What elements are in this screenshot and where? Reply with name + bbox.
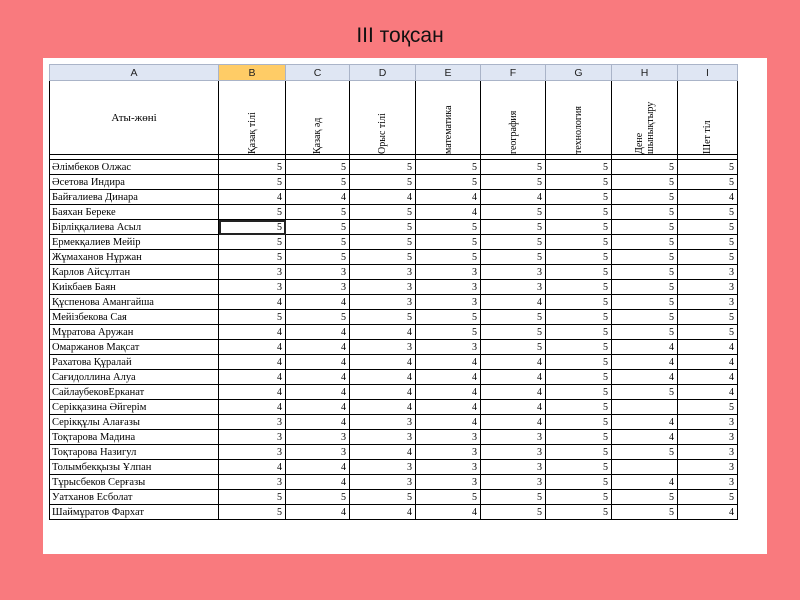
grade-cell[interactable]: 3 [350, 430, 416, 445]
grade-cell[interactable]: 5 [481, 160, 546, 175]
grade-cell[interactable]: 5 [481, 310, 546, 325]
page-title: III тоқсан [356, 24, 444, 47]
grade-cell[interactable]: 3 [286, 430, 350, 445]
grade-cell[interactable]: 3 [286, 280, 350, 295]
table-row [50, 265, 738, 280]
student-name-cell[interactable]: Тұрысбеков Серғазы [50, 475, 219, 490]
grade-cell[interactable]: 5 [416, 250, 481, 265]
grade-cell[interactable]: 4 [219, 325, 286, 340]
grade-cell[interactable]: 5 [546, 175, 612, 190]
student-name-cell[interactable]: Толымбекқызы Ұлпан [50, 460, 219, 475]
grade-cell[interactable]: 3 [350, 280, 416, 295]
grade-cell[interactable]: 4 [286, 295, 350, 310]
grade-cell[interactable]: 5 [416, 310, 481, 325]
grade-cell[interactable]: 4 [416, 190, 481, 205]
grade-cell[interactable]: 5 [350, 205, 416, 220]
table-row [50, 400, 738, 415]
student-name-cell[interactable]: Мұратова Аружан [50, 325, 219, 340]
grade-cell[interactable]: 5 [546, 310, 612, 325]
grade-cell[interactable]: 5 [350, 160, 416, 175]
grade-cell[interactable]: 3 [350, 460, 416, 475]
student-name-cell[interactable]: Шаймұратов Фархат [50, 505, 219, 520]
student-name-cell[interactable]: Карлов Айсұлтан [50, 265, 219, 280]
grade-cell[interactable]: 5 [546, 220, 612, 235]
grade-cell[interactable]: 5 [286, 160, 350, 175]
grade-cell[interactable]: 3 [481, 430, 546, 445]
grade-cell[interactable]: 4 [612, 370, 678, 385]
grade-cell[interactable]: 5 [612, 235, 678, 250]
grade-cell[interactable]: 3 [286, 265, 350, 280]
grade-cell[interactable]: 5 [286, 310, 350, 325]
grade-cell[interactable]: 5 [219, 205, 286, 220]
grade-cell[interactable]: 5 [416, 235, 481, 250]
grade-cell[interactable]: 4 [350, 445, 416, 460]
grade-cell[interactable]: 5 [219, 490, 286, 505]
grade-cell[interactable]: 3 [219, 445, 286, 460]
student-name-cell[interactable]: Серікқұлы Алағазы [50, 415, 219, 430]
grade-cell[interactable]: 4 [612, 340, 678, 355]
grade-cell[interactable]: 5 [612, 445, 678, 460]
grade-cell[interactable]: 3 [481, 460, 546, 475]
grade-cell[interactable]: 4 [678, 505, 738, 520]
subject-header[interactable] [546, 81, 612, 155]
grade-cell[interactable]: 5 [546, 340, 612, 355]
grade-cell[interactable]: 3 [481, 475, 546, 490]
grade-cell[interactable]: 5 [612, 385, 678, 400]
grade-cell[interactable]: 4 [219, 370, 286, 385]
subject-label: Қазақ тілі [246, 112, 258, 154]
grade-cell[interactable]: 4 [678, 190, 738, 205]
grade-cell[interactable]: 5 [678, 325, 738, 340]
grade-cell[interactable]: 5 [546, 265, 612, 280]
column-header-e[interactable]: E [416, 65, 481, 81]
grade-cell[interactable]: 5 [546, 235, 612, 250]
grade-cell[interactable]: 5 [481, 220, 546, 235]
student-name-cell[interactable]: Баяхан Береке [50, 205, 219, 220]
grade-cell[interactable]: 4 [219, 295, 286, 310]
grade-cell[interactable]: 4 [612, 355, 678, 370]
grade-cell[interactable]: 5 [546, 400, 612, 415]
table-row [50, 505, 738, 520]
grade-cell[interactable]: 3 [678, 475, 738, 490]
column-header-g[interactable]: G [546, 65, 612, 81]
grade-cell[interactable]: 5 [612, 265, 678, 280]
student-name-cell[interactable]: Омаржанов Мақсат [50, 340, 219, 355]
grade-cell[interactable]: 5 [481, 205, 546, 220]
grade-cell[interactable]: 5 [350, 235, 416, 250]
table-row [50, 460, 738, 475]
grade-cell[interactable]: 3 [678, 295, 738, 310]
grade-cell[interactable]: 3 [350, 340, 416, 355]
table-row [50, 160, 738, 175]
grade-cell[interactable]: 5 [481, 340, 546, 355]
grade-cell[interactable] [612, 460, 678, 475]
grade-cell[interactable]: 5 [350, 310, 416, 325]
grade-cell[interactable]: 5 [546, 280, 612, 295]
grade-cell[interactable]: 5 [350, 490, 416, 505]
grade-cell[interactable]: 4 [481, 295, 546, 310]
subject-header[interactable] [286, 81, 350, 155]
grade-cell[interactable]: 4 [350, 355, 416, 370]
subject-label: география [507, 110, 519, 154]
grade-cell[interactable]: 5 [286, 250, 350, 265]
student-name-cell[interactable]: Мейізбекова Сая [50, 310, 219, 325]
grade-cell[interactable]: 3 [678, 280, 738, 295]
grade-cell[interactable]: 3 [219, 475, 286, 490]
grade-cell[interactable]: 5 [546, 295, 612, 310]
grade-cell[interactable]: 4 [416, 505, 481, 520]
table-row [50, 355, 738, 370]
column-header-d[interactable]: D [350, 65, 416, 81]
grade-cell[interactable]: 5 [416, 175, 481, 190]
grade-cell[interactable]: 4 [286, 415, 350, 430]
grade-cell[interactable]: 5 [678, 400, 738, 415]
grade-cell[interactable]: 4 [350, 385, 416, 400]
grade-cell[interactable]: 5 [219, 220, 286, 235]
grade-cell[interactable]: 5 [612, 250, 678, 265]
grade-cell[interactable]: 4 [612, 430, 678, 445]
grade-cell[interactable]: 3 [678, 460, 738, 475]
column-header-b[interactable]: B [219, 65, 286, 81]
table-row [50, 235, 738, 250]
table-row [50, 295, 738, 310]
student-name-cell[interactable]: Жұмаханов Нұржан [50, 250, 219, 265]
grade-cell[interactable]: 4 [678, 385, 738, 400]
grade-cell[interactable]: 5 [481, 325, 546, 340]
grade-cell[interactable]: 5 [546, 190, 612, 205]
grade-cell[interactable]: 5 [546, 445, 612, 460]
grade-cell[interactable]: 3 [416, 265, 481, 280]
grade-cell[interactable]: 4 [416, 205, 481, 220]
grade-cell[interactable]: 3 [219, 415, 286, 430]
grade-cell[interactable]: 5 [612, 325, 678, 340]
grade-cell[interactable]: 5 [612, 205, 678, 220]
grade-cell[interactable]: 5 [678, 160, 738, 175]
grade-cell[interactable]: 3 [416, 460, 481, 475]
student-name-cell[interactable]: Әлімбеков Олжас [50, 160, 219, 175]
grade-cell[interactable]: 5 [219, 310, 286, 325]
grade-cell[interactable]: 4 [286, 385, 350, 400]
grade-cell[interactable]: 5 [546, 460, 612, 475]
student-name-cell[interactable]: Уатханов Есболат [50, 490, 219, 505]
subject-header[interactable] [678, 81, 738, 155]
student-name-cell[interactable]: СайлаубековЕрканат [50, 385, 219, 400]
student-name-cell[interactable]: Тоқтарова Мадина [50, 430, 219, 445]
grade-cell[interactable]: 5 [546, 385, 612, 400]
grade-cell[interactable]: 4 [481, 355, 546, 370]
subject-label: математика [442, 105, 454, 154]
grade-cell[interactable]: 5 [546, 325, 612, 340]
grade-cell[interactable]: 4 [350, 505, 416, 520]
grades-table [49, 64, 738, 520]
subject-header[interactable] [219, 81, 286, 155]
grade-cell[interactable]: 4 [219, 355, 286, 370]
grade-cell[interactable]: 4 [286, 370, 350, 385]
grade-cell[interactable]: 5 [286, 175, 350, 190]
subject-label: Орыс тілі [377, 113, 388, 154]
grade-cell[interactable]: 5 [612, 220, 678, 235]
table-row [50, 385, 738, 400]
student-name-cell[interactable]: Байғалиева Динара [50, 190, 219, 205]
subject-header[interactable] [350, 81, 416, 155]
grade-cell[interactable]: 4 [286, 340, 350, 355]
table-row [50, 205, 738, 220]
grade-cell[interactable]: 5 [678, 490, 738, 505]
grade-cell[interactable]: 5 [481, 250, 546, 265]
table-row [50, 190, 738, 205]
grade-cell[interactable]: 4 [416, 355, 481, 370]
table-row [50, 250, 738, 265]
grade-cell[interactable]: 4 [416, 370, 481, 385]
grade-cell[interactable]: 3 [678, 445, 738, 460]
grade-cell[interactable]: 5 [678, 175, 738, 190]
student-name-cell[interactable]: Сағидоллина Алуа [50, 370, 219, 385]
student-name-cell[interactable]: Киікбаев Баян [50, 280, 219, 295]
table-row [50, 325, 738, 340]
grade-cell[interactable]: 3 [416, 280, 481, 295]
subject-header[interactable] [416, 81, 481, 155]
grade-cell[interactable]: 5 [612, 190, 678, 205]
student-name-cell[interactable]: Серікқазина Әйгерім [50, 400, 219, 415]
grade-cell[interactable]: 5 [416, 160, 481, 175]
grade-cell[interactable]: 5 [350, 250, 416, 265]
table-row [50, 475, 738, 490]
grade-cell[interactable]: 5 [546, 415, 612, 430]
grade-cell[interactable]: 5 [286, 205, 350, 220]
name-column-header[interactable]: Аты-жөні [50, 81, 219, 155]
grade-cell[interactable]: 4 [350, 190, 416, 205]
grade-cell[interactable]: 3 [678, 430, 738, 445]
grade-cell[interactable]: 4 [286, 505, 350, 520]
grade-cell[interactable]: 5 [546, 160, 612, 175]
grade-cell[interactable]: 5 [678, 235, 738, 250]
subject-label: Шет тіл [702, 120, 713, 154]
grade-cell[interactable]: 5 [416, 490, 481, 505]
grade-cell[interactable]: 4 [219, 460, 286, 475]
table-row [50, 280, 738, 295]
grade-cell[interactable]: 5 [286, 220, 350, 235]
grade-cell[interactable]: 3 [219, 430, 286, 445]
grade-cell[interactable]: 5 [546, 250, 612, 265]
subject-header-row [50, 81, 738, 155]
grade-cell[interactable]: 3 [350, 475, 416, 490]
student-name-cell[interactable]: Құспенова Амангайша [50, 295, 219, 310]
grade-cell[interactable]: 3 [481, 280, 546, 295]
grade-cell[interactable]: 4 [286, 475, 350, 490]
grade-cell[interactable]: 4 [481, 370, 546, 385]
grade-cell[interactable]: 3 [416, 340, 481, 355]
student-name-cell[interactable]: Тоқтарова Назигул [50, 445, 219, 460]
grade-cell[interactable]: 3 [678, 265, 738, 280]
grade-cell[interactable]: 5 [612, 490, 678, 505]
grade-cell[interactable]: 5 [350, 220, 416, 235]
grade-cell[interactable]: 4 [219, 340, 286, 355]
column-header-a[interactable]: A [50, 65, 219, 81]
grade-cell[interactable]: 3 [350, 295, 416, 310]
grade-cell[interactable]: 3 [219, 265, 286, 280]
grade-cell[interactable]: 5 [678, 205, 738, 220]
grade-cell[interactable]: 5 [416, 325, 481, 340]
grade-cell[interactable]: 5 [546, 355, 612, 370]
grade-cell[interactable]: 4 [481, 400, 546, 415]
grade-cell[interactable]: 4 [481, 415, 546, 430]
grade-cell[interactable]: 4 [416, 385, 481, 400]
grade-cell[interactable]: 3 [219, 280, 286, 295]
subject-header[interactable] [612, 81, 678, 155]
grade-cell[interactable]: 3 [286, 445, 350, 460]
grade-cell[interactable]: 5 [481, 235, 546, 250]
table-row [50, 430, 738, 445]
grade-cell[interactable]: 4 [350, 370, 416, 385]
student-name-cell[interactable]: Ермекқалиев Мейір [50, 235, 219, 250]
grade-cell[interactable]: 5 [612, 505, 678, 520]
column-header-c[interactable]: C [286, 65, 350, 81]
subject-label: технология [573, 106, 584, 154]
subject-label: Дене шынықтыру [633, 101, 656, 154]
table-row [50, 220, 738, 235]
grade-cell[interactable]: 4 [481, 190, 546, 205]
grade-cell[interactable]: 3 [350, 415, 416, 430]
grade-cell[interactable]: 4 [678, 355, 738, 370]
grade-cell[interactable]: 4 [350, 325, 416, 340]
spreadsheet [43, 58, 767, 554]
grade-cell[interactable]: 5 [546, 430, 612, 445]
grade-cell[interactable]: 5 [219, 505, 286, 520]
grade-cell[interactable]: 5 [481, 505, 546, 520]
grade-cell[interactable]: 5 [219, 160, 286, 175]
table-row [50, 340, 738, 355]
grade-cell[interactable]: 4 [416, 415, 481, 430]
table-row [50, 310, 738, 325]
grade-cell[interactable]: 4 [286, 355, 350, 370]
column-header-f[interactable]: F [481, 65, 546, 81]
student-name-cell[interactable]: Бірліққалиева Асыл [50, 220, 219, 235]
grade-cell[interactable]: 5 [678, 310, 738, 325]
grade-cell[interactable]: 3 [481, 445, 546, 460]
grade-cell[interactable]: 5 [481, 490, 546, 505]
grade-cell[interactable]: 5 [219, 250, 286, 265]
grade-cell[interactable]: 4 [286, 460, 350, 475]
grade-cell[interactable]: 4 [286, 325, 350, 340]
column-header-row [50, 65, 738, 81]
grade-cell[interactable]: 4 [678, 370, 738, 385]
grade-cell[interactable]: 4 [350, 400, 416, 415]
grade-cell[interactable]: 5 [219, 175, 286, 190]
student-name-cell[interactable]: Рахатова Құралай [50, 355, 219, 370]
grade-cell[interactable]: 5 [612, 295, 678, 310]
grade-cell[interactable]: 4 [219, 190, 286, 205]
grade-cell[interactable]: 5 [350, 175, 416, 190]
grade-cell[interactable]: 5 [546, 475, 612, 490]
table-row [50, 175, 738, 190]
grade-cell[interactable]: 4 [612, 415, 678, 430]
grade-cell[interactable]: 5 [678, 220, 738, 235]
grade-cell[interactable]: 4 [416, 400, 481, 415]
grade-cell[interactable]: 5 [219, 235, 286, 250]
grade-cell[interactable] [612, 400, 678, 415]
column-header-h[interactable]: H [612, 65, 678, 81]
subject-header[interactable] [481, 81, 546, 155]
table-row [50, 370, 738, 385]
grade-cell[interactable]: 3 [481, 265, 546, 280]
grade-cell[interactable]: 3 [416, 445, 481, 460]
subject-label: Қазақ әд [312, 117, 323, 154]
table-row [50, 445, 738, 460]
grade-cell[interactable]: 5 [612, 160, 678, 175]
grade-cell[interactable]: 4 [481, 385, 546, 400]
grade-cell[interactable]: 5 [546, 205, 612, 220]
grade-cell[interactable]: 5 [612, 310, 678, 325]
column-header-i[interactable]: I [678, 65, 738, 81]
grade-cell[interactable]: 3 [350, 265, 416, 280]
grade-cell[interactable]: 5 [481, 175, 546, 190]
grade-cell[interactable]: 4 [219, 385, 286, 400]
student-name-cell[interactable]: Әсетова Индира [50, 175, 219, 190]
grade-cell[interactable]: 5 [286, 235, 350, 250]
grade-cell[interactable]: 5 [546, 370, 612, 385]
grade-cell[interactable]: 5 [546, 490, 612, 505]
grade-cell[interactable]: 4 [219, 400, 286, 415]
grade-cell[interactable]: 4 [286, 190, 350, 205]
grade-cell[interactable]: 5 [416, 220, 481, 235]
grade-cell[interactable]: 3 [416, 295, 481, 310]
grade-cell[interactable]: 4 [678, 340, 738, 355]
grade-cell[interactable]: 3 [416, 475, 481, 490]
grade-cell[interactable]: 3 [678, 415, 738, 430]
grade-cell[interactable]: 4 [612, 475, 678, 490]
grade-cell[interactable]: 5 [286, 490, 350, 505]
grade-cell[interactable]: 5 [612, 280, 678, 295]
grade-cell[interactable]: 5 [546, 505, 612, 520]
grade-cell[interactable]: 5 [612, 175, 678, 190]
grade-cell[interactable]: 5 [678, 250, 738, 265]
table-row [50, 490, 738, 505]
grade-cell[interactable]: 4 [286, 400, 350, 415]
table-row [50, 415, 738, 430]
grade-cell[interactable]: 3 [416, 430, 481, 445]
